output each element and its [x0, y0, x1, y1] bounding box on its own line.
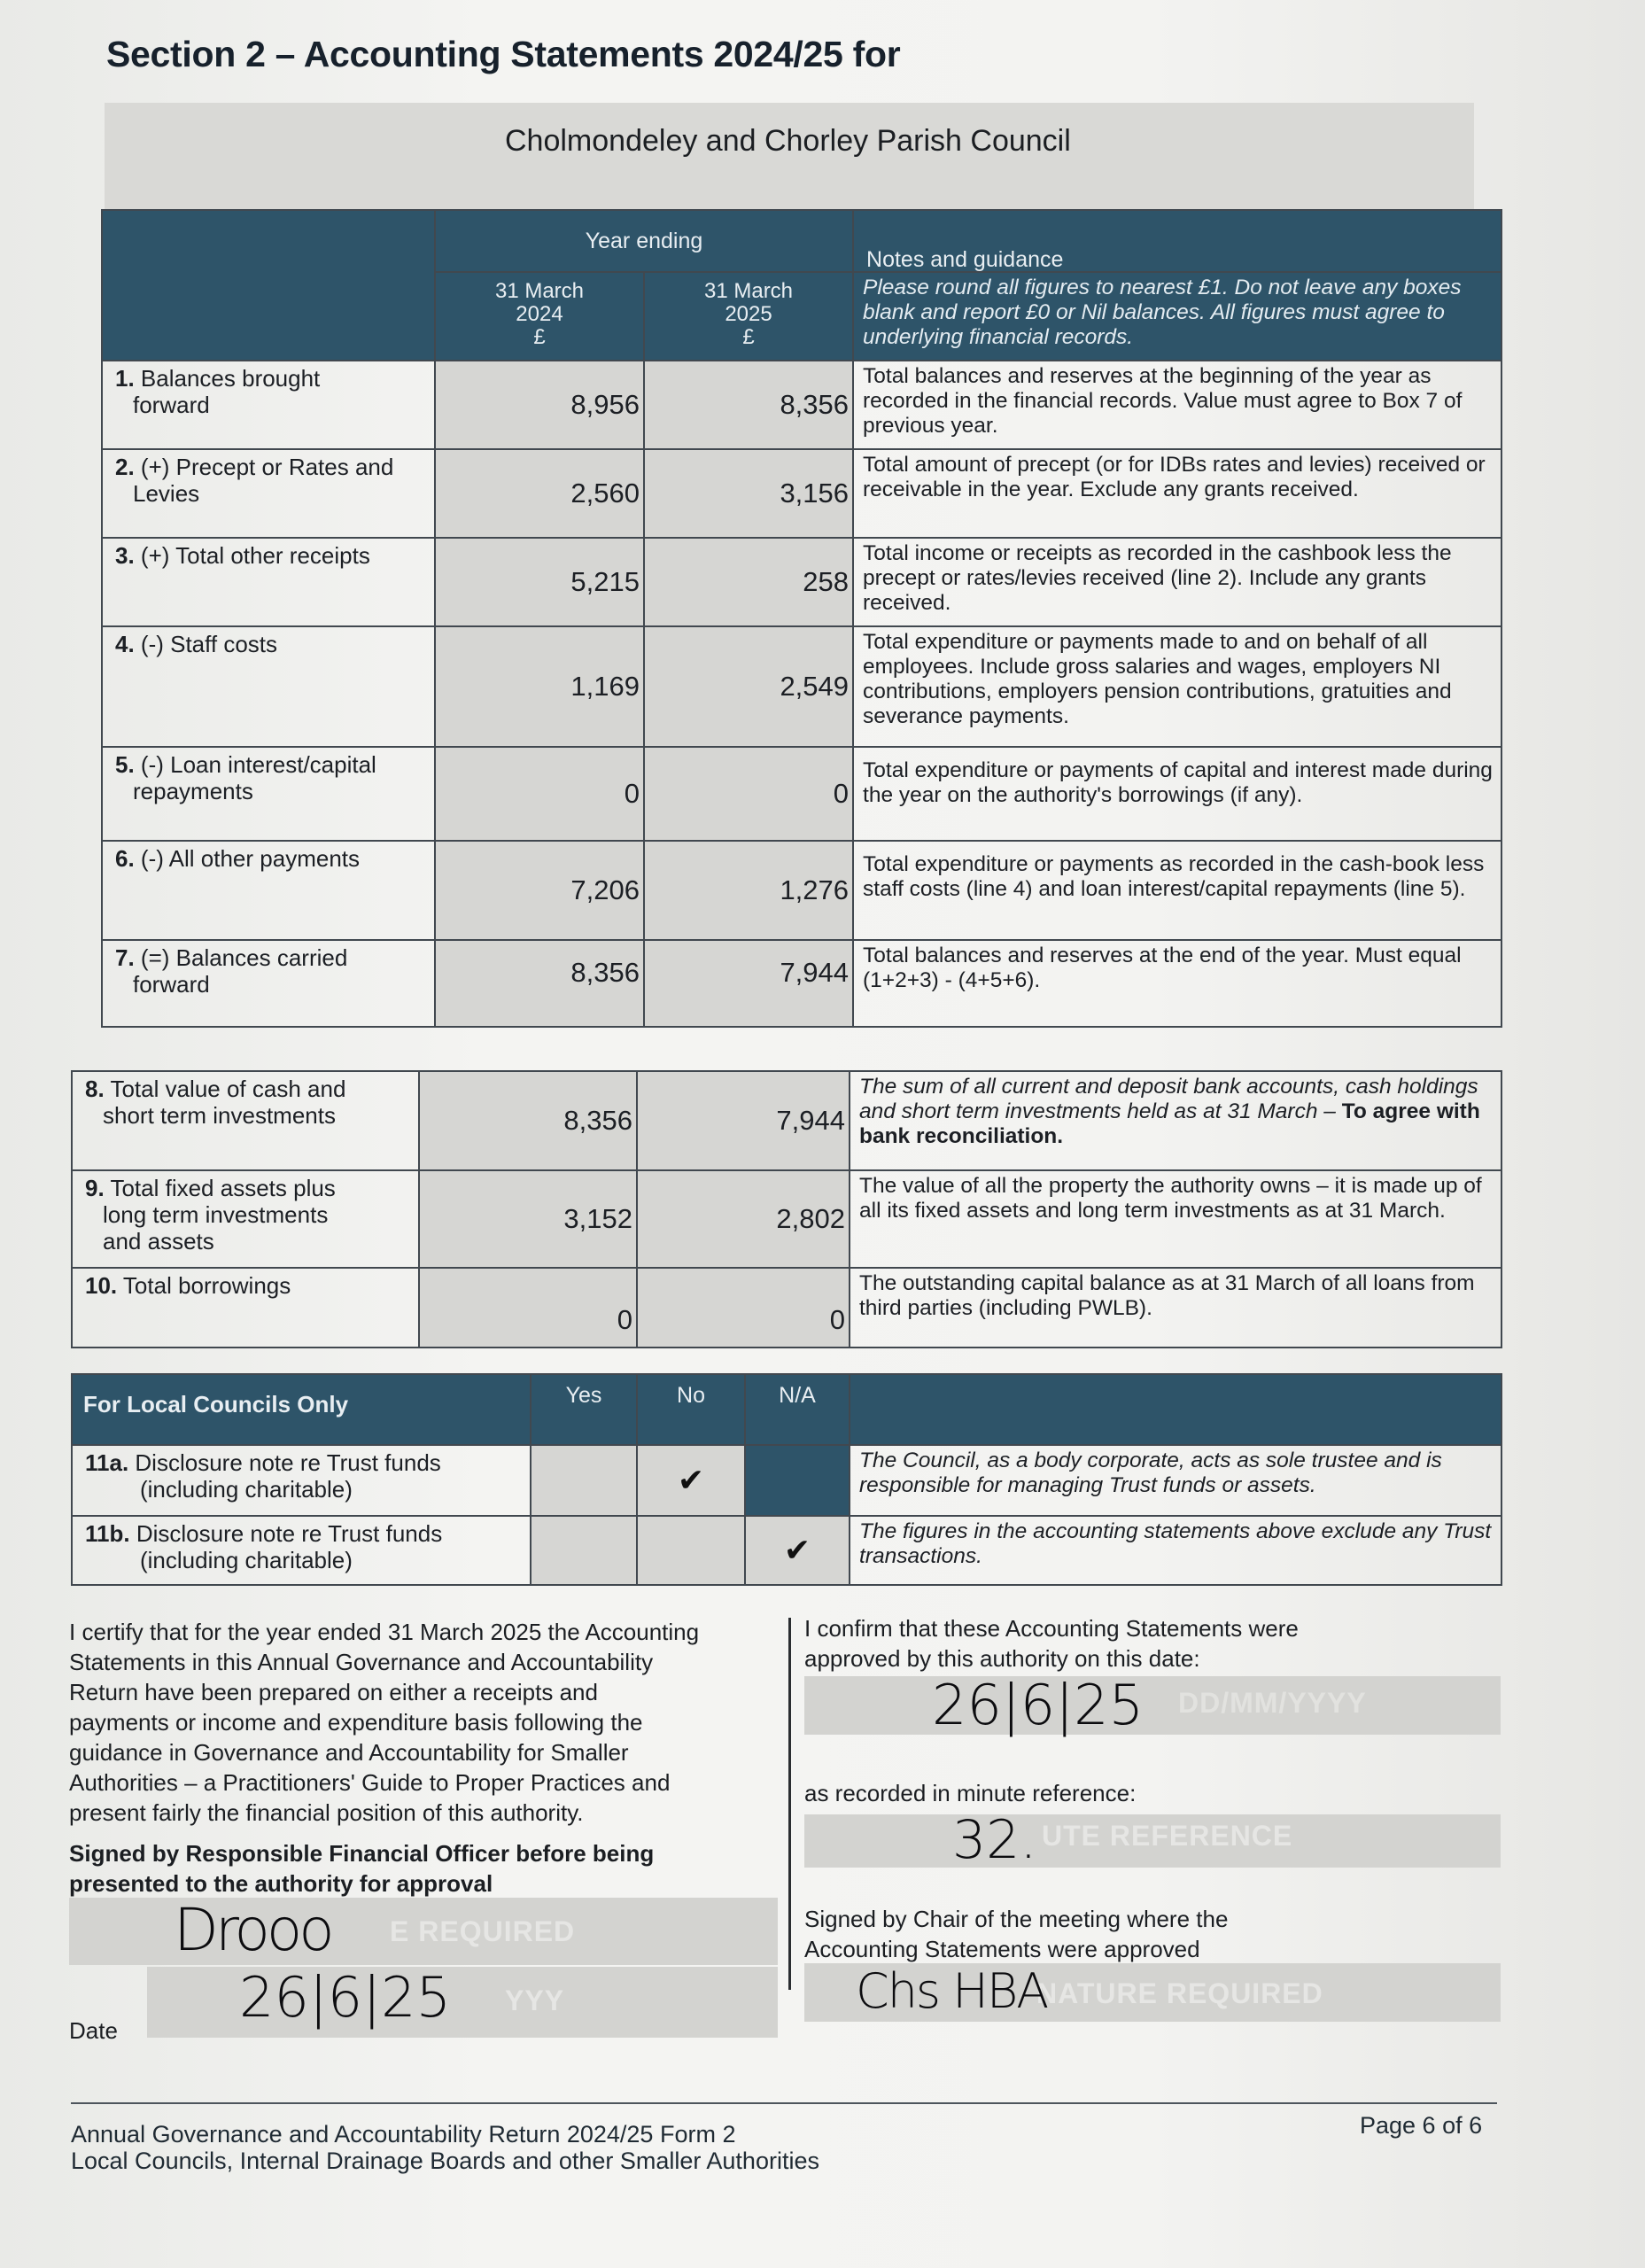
minute-label: as recorded in minute reference:	[804, 1780, 1137, 1806]
local-councils-heading: For Local Councils Only	[72, 1374, 531, 1445]
table-row	[102, 626, 1501, 747]
table-row	[72, 1445, 1501, 1516]
table-row	[102, 449, 1501, 538]
value-2024: 0	[435, 747, 644, 841]
row-note: The outstanding capital balance as at 31 March of all loans from third parties (including PWLB).	[850, 1268, 1501, 1348]
row-note: Total expenditure or payments made to and on behalf of all employees. Include gross salaries and wages, employers NI contributions, employers pension contributions, gratuities and severance payments.	[853, 626, 1501, 747]
row-note: The sum of all current and deposit bank accounts, cash holdings and short term investments held as at 31 March – To agree with bank reconciliation.	[850, 1071, 1501, 1170]
checkmark-icon: ✔	[677, 1462, 705, 1498]
confirm-text-2: approved by this authority on this date:	[804, 1645, 1200, 1672]
value-2025: 1,276	[644, 841, 853, 940]
value-2025: 0	[644, 747, 853, 841]
chair-signature: Chs HBA	[856, 1963, 1048, 2019]
checkmark-icon: ✔	[783, 1532, 811, 1568]
local-councils-table	[71, 1373, 1502, 1586]
table-row	[102, 538, 1501, 626]
row-note: Total expenditure or payments of capital and interest made during the year on the authority's borrowings (if any).	[853, 747, 1501, 841]
footer-form-title: Annual Governance and Accountability Return 2024/25 Form 2	[71, 2121, 736, 2148]
row-note: Total expenditure or payments as recorded in the cash-book less staff costs (line 4) and loan interest/capital repayments (line 5).	[853, 841, 1501, 940]
date-handwritten: 26|6|25	[239, 1965, 452, 2030]
rfo-signature: Drooo	[174, 1896, 331, 1964]
page-title: Section 2 – Accounting Statements 2024/25 for	[106, 34, 901, 74]
year-ending-header: Year ending	[435, 210, 853, 272]
header-blank	[102, 210, 435, 361]
value-2025: 3,156	[644, 449, 853, 538]
value-2024: 7,206	[435, 841, 644, 940]
notes-header: Notes and guidance	[853, 210, 1501, 272]
row-label: 5. (-) Loan interest/capital repayments	[102, 747, 435, 841]
value-2024: 2,560	[435, 449, 644, 538]
row-label: 1. Balances brought forward	[102, 361, 435, 449]
rfo-sign-label-2: presented to the authority for approval	[69, 1870, 493, 1897]
approval-date-field[interactable]	[804, 1676, 1501, 1735]
row-label: 11b. Disclosure note re Trust funds (including charitable)	[72, 1516, 531, 1585]
row-label: 10. Total borrowings	[72, 1268, 419, 1348]
date-label: Date	[69, 2017, 118, 2044]
na-header: N/A	[745, 1374, 850, 1445]
row-label: 9. Total fixed assets plus long term investments and assets	[72, 1170, 419, 1268]
minute-handwritten: 32.	[952, 1809, 1037, 1871]
value-2024: 8,956	[435, 361, 644, 449]
table-row	[102, 841, 1501, 940]
no-checkbox[interactable]	[637, 1516, 745, 1585]
table-row	[102, 747, 1501, 841]
approval-date-placeholder: DD/MM/YYYY	[1178, 1687, 1367, 1719]
date-placeholder: YYY	[505, 1984, 565, 2016]
row-note: Total income or receipts as recorded in the cashbook less the precept or rates/levies received (line 2). Include any grants received.	[853, 538, 1501, 626]
header-blank	[850, 1374, 1501, 1445]
value-2024: 8,356	[419, 1071, 637, 1170]
footer-authorities: Local Councils, Internal Drainage Boards and other Smaller Authorities	[71, 2148, 819, 2174]
yes-checkbox[interactable]	[531, 1516, 637, 1585]
row-label: 8. Total value of cash and short term investments	[72, 1071, 419, 1170]
value-2024: 1,169	[435, 626, 644, 747]
row-note: Total balances and reserves at the end of the year. Must equal (1+2+3) - (4+5+6).	[853, 940, 1501, 1027]
table-row	[102, 361, 1501, 449]
no-header: No	[637, 1374, 745, 1445]
confirm-text: I confirm that these Accounting Statements were	[804, 1615, 1299, 1642]
value-2025: 0	[637, 1268, 850, 1348]
rfo-signature-placeholder: E REQUIRED	[390, 1915, 576, 1947]
chair-signature-placeholder: NATURE REQUIRED	[1036, 1977, 1323, 2009]
minute-placeholder: UTE REFERENCE	[1042, 1820, 1293, 1852]
row-label: 2. (+) Precept or Rates and Levies	[102, 449, 435, 538]
value-2025: 258	[644, 538, 853, 626]
guidance-note: Please round all figures to nearest £1. Do not leave any boxes blank and report £0 or Nil balances. All figures must agree to underlying financial records.	[853, 272, 1501, 361]
page: Section 2 – Accounting Statements 2024/25 for Cholmondeley and Chorley Parish Council Year ending Notes and guidance 31 March 2024 £ 31 March 2025 £ Please round all figures to nearest £1. Do not leave any boxes blank and report £0 or Nil balances. All figures must agree to underlying financial records. 1. Balances brought forward 8,956 8,356 Total balances and reserves at the beginning of the year as recorded in the financial records. Value must agree to Box 7 of previous year. 2. (+) Precept or Rates and Levies 2,560 3,156 Total amount of precept (or for IDBs rates and levies) received or receivable in the year. Exclude any grants received. 3. (+) Total other receipts 5,215 258 Total income or receipts as recorded in the cashbook less the precept or rates/levies received (line 2). Include any grants received. 4. (-) Staff costs 1,169 2,549 Total expenditure or payments made to and on behalf of all employees. Include gross salaries and wages, employers NI contributions, employers pension contributions, gratuities and severance payments. 5. (-) Loan interest/capital repayments 0 0 Total expenditure or payments of capital and interest made during the year on the authority's borrowings (if any). 6. (-) All other payments 7,206 1,276 Total expenditure or payments as recorded in the cash-book less staff costs (line 4) and loan interest/capital repayments (line 5). 7. (=) Balances carried forward 8,356 7,944 Total balances and reserves at the end of the year. Must equal (1+2+3) - (4+5+6). 8. Total value of cash and short term investments 8,356 7,944 The sum of all current and deposit bank accounts, cash holdings and short term investments held as at 31 March – To agree with bank reconciliation. 9. Total fixed assets plus long term investments and assets 3,152 2,802 The value of all the property the authority owns – it is made up of all its fixed assets and long term investments as at 31 March. 10. Total borrowings 0 0 The outstanding capital balance as at 31 March of all loans from third parties (including PWLB). For Local Councils Only Yes No N/A 11a. Disclosure note re Trust funds (including charitable) ✔ The Council, as a body corporate, acts as sole trustee and is responsible for managing Trust funds or assets. 11b. Disclosure note re Trust funds (including charitable) ✔ The figures in the accounting statements above exclude any Trust transactions. I certify that for the year ended 31 March 2025 the Accounting Statements in this Annual Governance and Accountability Return have been prepared on either a receipts and payments or income and expenditure basis following the guidance in Governance and Accountability for Smaller Authorities – a Practitioners' Guide to Proper Practices and present fairly the financial position of this authority. Signed by Responsible Financial Officer before being presented to the authority for approval E REQUIRED Drooo YYY 26|6|25 Date I confirm that these Accounting Statements were approved by this authority on this date: DD/MM/YYYY 26|6|25 as recorded in minute reference: UTE REFERENCE 32. Signed by Chair of the meeting where the Accounting Statements were approved NATURE REQUIRED Chs HBA Annual Governance and Accountability Return 2024/25 Form 2 Local Councils, Internal Drainage Boards and other Smaller Authorities Page 6 of 6	[0, 0, 1645, 2268]
chair-sign-label: Signed by Chair of the meeting where the	[804, 1906, 1229, 1932]
value-2024: 5,215	[435, 538, 644, 626]
na-cell-disabled	[745, 1445, 850, 1516]
page-number: Page 6 of 6	[1360, 2112, 1483, 2139]
rfo-sign-label: Signed by Responsible Financial Officer before being	[69, 1840, 655, 1867]
value-2024: 0	[419, 1268, 637, 1348]
na-checkbox[interactable]	[745, 1516, 850, 1585]
value-2025: 8,356	[644, 361, 853, 449]
row-note: The Council, as a body corporate, acts as sole trustee and is responsible for managing Trust funds or assets.	[850, 1445, 1501, 1516]
row-label: 7. (=) Balances carried forward	[102, 940, 435, 1027]
value-2024: 8,356	[435, 940, 644, 1027]
row-label: 3. (+) Total other receipts	[102, 538, 435, 626]
row-label: 4. (-) Staff costs	[102, 626, 435, 747]
value-2025: 2,549	[644, 626, 853, 747]
approval-date-handwritten: 26|6|25	[932, 1673, 1145, 1737]
value-2025: 2,802	[637, 1170, 850, 1268]
table-row	[72, 1170, 1501, 1268]
table-row	[72, 1268, 1501, 1348]
value-2025: 7,944	[637, 1071, 850, 1170]
row-label: 6. (-) All other payments	[102, 841, 435, 940]
yes-checkbox[interactable]	[531, 1445, 637, 1516]
row-label: 11a. Disclosure note re Trust funds (including charitable)	[72, 1445, 531, 1516]
row-note: The value of all the property the authority owns – it is made up of all its fixed assets and long term investments as at 31 March.	[850, 1170, 1501, 1268]
no-checkbox[interactable]	[637, 1445, 745, 1516]
col-2025-header: 31 March 2025 £	[644, 272, 853, 361]
section-divider	[788, 1618, 791, 1990]
authority-name-field	[105, 103, 1474, 214]
col-2024-header: 31 March 2024 £	[435, 272, 644, 361]
row-note: The figures in the accounting statements above exclude any Trust transactions.	[850, 1516, 1501, 1585]
accounting-statements-table	[101, 209, 1502, 1028]
footer-divider	[71, 2102, 1497, 2104]
chair-sign-label-2: Accounting Statements were approved	[804, 1936, 1200, 1962]
value-2025: 7,944	[644, 940, 853, 1027]
yes-header: Yes	[531, 1374, 637, 1445]
row-note: Total balances and reserves at the beginning of the year as recorded in the financial records. Value must agree to Box 7 of previous year.	[853, 361, 1501, 449]
row-note: Total amount of precept (or for IDBs rates and levies) received or receivable in the year. Exclude any grants received.	[853, 449, 1501, 538]
authority-name: Cholmondeley and Chorley Parish Council	[505, 124, 1071, 158]
balances-table	[71, 1070, 1502, 1348]
table-row	[72, 1516, 1501, 1585]
value-2024: 3,152	[419, 1170, 637, 1268]
table-row	[102, 940, 1501, 1027]
table-row	[72, 1071, 1501, 1170]
